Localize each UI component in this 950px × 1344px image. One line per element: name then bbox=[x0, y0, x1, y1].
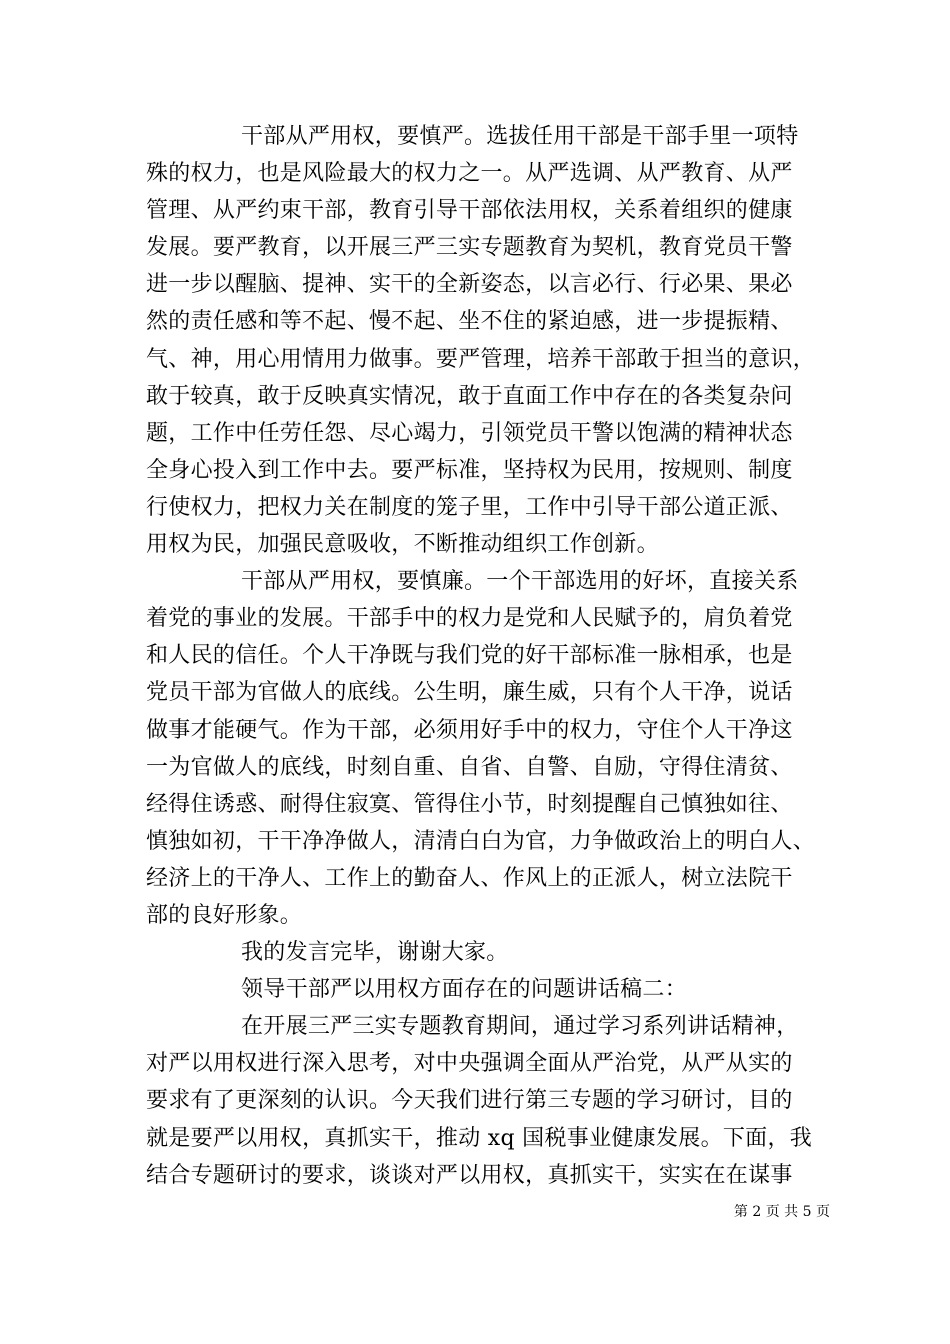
paragraph-line: 在开展三严三实专题教育期间，通过学习系列讲话精神， bbox=[241, 1014, 799, 1040]
paragraph-line: 全身心投入到工作中去。要严标准，坚持权为民用，按规则、制度 bbox=[146, 457, 793, 483]
paragraph-line: 发展。要严教育，以开展三严三实专题教育为契机，教育党员干警 bbox=[146, 235, 793, 261]
paragraph-line: 用权为民，加强民意吸收，不断推动组织工作创新。 bbox=[146, 532, 659, 558]
section-heading: 领导干部严以用权方面存在的问题讲话稿二： bbox=[241, 977, 688, 1003]
paragraph-line: 结合专题研讨的要求，谈谈对严以用权，真抓实干，实实在在谋事 bbox=[146, 1162, 793, 1188]
paragraph-line: 干部从严用权，要慎严。选拔任用干部是干部手里一项特 bbox=[241, 124, 799, 149]
paragraph-line: 部的良好形象。 bbox=[146, 902, 303, 928]
paragraph-line: 敢于较真，敢于反映真实情况，敢于直面工作中存在的各类复杂问 bbox=[146, 383, 793, 409]
paragraph-line: 做事才能硬气。作为干部，必须用好手中的权力，守住个人干净这 bbox=[146, 717, 793, 743]
paragraph-line: 慎独如初，干干净净做人，清清白白为官，力争做政治上的明白人、 bbox=[146, 828, 816, 854]
paragraph-line: 就是要严以用权，真抓实干，推动 xq 国税事业健康发展。下面，我 bbox=[146, 1125, 813, 1151]
paragraph-line: 和人民的信任。个人干净既与我们党的好干部标准一脉相承，也是 bbox=[146, 643, 793, 669]
paragraph-line: 管理、从严约束干部，教育引导干部依法用权，关系着组织的健康 bbox=[146, 198, 793, 224]
paragraph-line: 题，工作中任劳任怨、尽心竭力，引领党员干警以饱满的精神状态 bbox=[146, 420, 793, 446]
paragraph-line: 殊的权力，也是风险最大的权力之一。从严选调、从严教育、从严 bbox=[146, 161, 793, 187]
paragraph-line: 着党的事业的发展。干部手中的权力是党和人民赋予的，肩负着党 bbox=[146, 606, 793, 632]
paragraph-line: 进一步以醒脑、提神、实干的全新姿态，以言必行、行必果、果必 bbox=[146, 272, 793, 298]
paragraph-line: 行使权力，把权力关在制度的笼子里，工作中引导干部公道正派、 bbox=[146, 494, 793, 520]
document-body bbox=[146, 118, 836, 1194]
paragraph-line: 经得住诱惑、耐得住寂寞、管得住小节，时刻提醒自己慎独如往、 bbox=[146, 791, 793, 817]
page-number-footer: 第 2 页 共 5 页 bbox=[733, 1204, 830, 1220]
paragraph-line: 一为官做人的底线，时刻自重、自省、自警、自励，守得住清贫、 bbox=[146, 754, 793, 780]
paragraph-line: 党员干部为官做人的底线。公生明，廉生威，只有个人干净，说话 bbox=[146, 680, 793, 706]
paragraph-line: 对严以用权进行深入思考，对中央强调全面从严治党，从严从实的 bbox=[146, 1051, 793, 1077]
paragraph-line: 要求有了更深刻的认识。今天我们进行第三专题的学习研讨，目的 bbox=[146, 1088, 793, 1114]
paragraph-line: 然的责任感和等不起、慢不起、坐不住的紧迫感，进一步提振精、 bbox=[146, 309, 793, 335]
paragraph-line: 干部从严用权，要慎廉。一个干部选用的好坏，直接关系 bbox=[241, 569, 799, 595]
closing-line: 我的发言完毕，谢谢大家。 bbox=[241, 940, 509, 966]
paragraph-line: 经济上的干净人、工作上的勤奋人、作风上的正派人，树立法院干 bbox=[146, 865, 793, 891]
paragraph-line: 气、神，用心用情用力做事。要严管理，培养干部敢于担当的意识， bbox=[146, 346, 816, 372]
